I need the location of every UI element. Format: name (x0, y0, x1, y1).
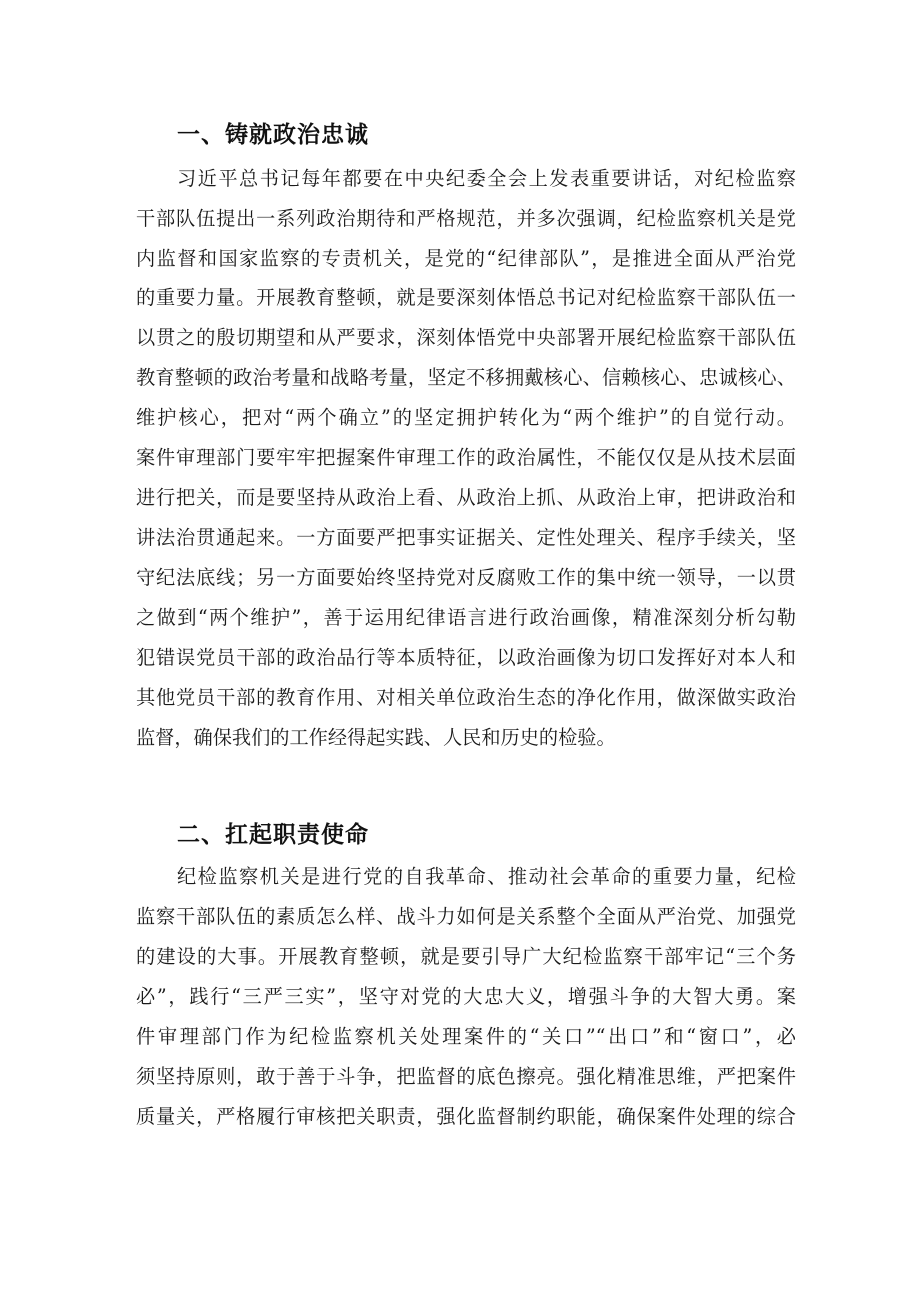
paragraph-line: 内监督和国家监察的专责机关，是党的“纪律部队”，是推进全面从严治党 (136, 247, 796, 270)
paragraph-line: 的建设的大事。开展教育整顿，就是要引导广大纪检监察干部牢记“三个务 (136, 945, 796, 968)
paragraph-line: 习近平总书记每年都要在中央纪委全会上发表重要讲话，对纪检监察 (177, 167, 796, 190)
paragraph-line: 监察干部队伍的素质怎么样、战斗力如何是关系整个全面从严治党、加强党 (136, 905, 796, 928)
paragraph-line: 守纪法底线；另一方面要始终坚持党对反腐败工作的集中统一领导，一以贯 (136, 566, 796, 589)
paragraph-line: 犯错误党员干部的政治品行等本质特征，以政治画像为切口发挥好对本人和 (136, 646, 796, 669)
paragraph-line: 进行把关，而是要坚持从政治上看、从政治上抓、从政治上审，把讲政治和 (136, 486, 796, 509)
paragraph-line: 干部队伍提出一系列政治期待和严格规范，并多次强调，纪检监察机关是党 (136, 207, 796, 230)
section-heading-2: 二、扛起职责使命 (177, 822, 369, 848)
paragraph-line: 必”，践行“三严三实”，坚守对党的大忠大义，增强斗争的大智大勇。案 (136, 985, 796, 1008)
paragraph-line: 教育整顿的政治考量和战略考量，坚定不移拥戴核心、信赖核心、忠诚核心、 (136, 366, 796, 389)
paragraph-line: 案件审理部门要牢牢把握案件审理工作的政治属性，不能仅仅是从技术层面 (136, 446, 796, 469)
paragraph-line: 纪检监察机关是进行党的自我革命、推动社会革命的重要力量，纪检 (177, 865, 796, 888)
paragraph-line: 件审理部门作为纪检监察机关处理案件的“关口”“出口”和“窗口”，必 (136, 1025, 796, 1048)
section-heading-1: 一、铸就政治忠诚 (177, 122, 369, 148)
paragraph-line: 的重要力量。开展教育整顿，就是要深刻体悟总书记对纪检监察干部队伍一 (136, 286, 796, 309)
paragraph-line: 须坚持原则，敢于善于斗争，把监督的底色擦亮。强化精准思维，严把案件 (136, 1065, 796, 1088)
paragraph-line: 讲法治贯通起来。一方面要严把事实证据关、定性处理关、程序手续关，坚 (136, 526, 796, 549)
paragraph-line: 质量关，严格履行审核把关职责，强化监督制约职能，确保案件处理的综合 (136, 1105, 796, 1128)
paragraph-line: 之做到“两个维护”，善于运用纪律语言进行政治画像，精准深刻分析勾勒 (136, 606, 796, 629)
paragraph-line: 以贯之的殷切期望和从严要求，深刻体悟党中央部署开展纪检监察干部队伍 (136, 326, 796, 349)
paragraph-line: 监督，确保我们的工作经得起实践、人民和历史的检验。 (136, 726, 616, 749)
paragraph-line: 其他党员干部的教育作用、对相关单位政治生态的净化作用，做深做实政治 (136, 686, 796, 709)
paragraph-line: 维护核心，把对“两个确立”的坚定拥护转化为“两个维护”的自觉行动。 (136, 406, 796, 429)
